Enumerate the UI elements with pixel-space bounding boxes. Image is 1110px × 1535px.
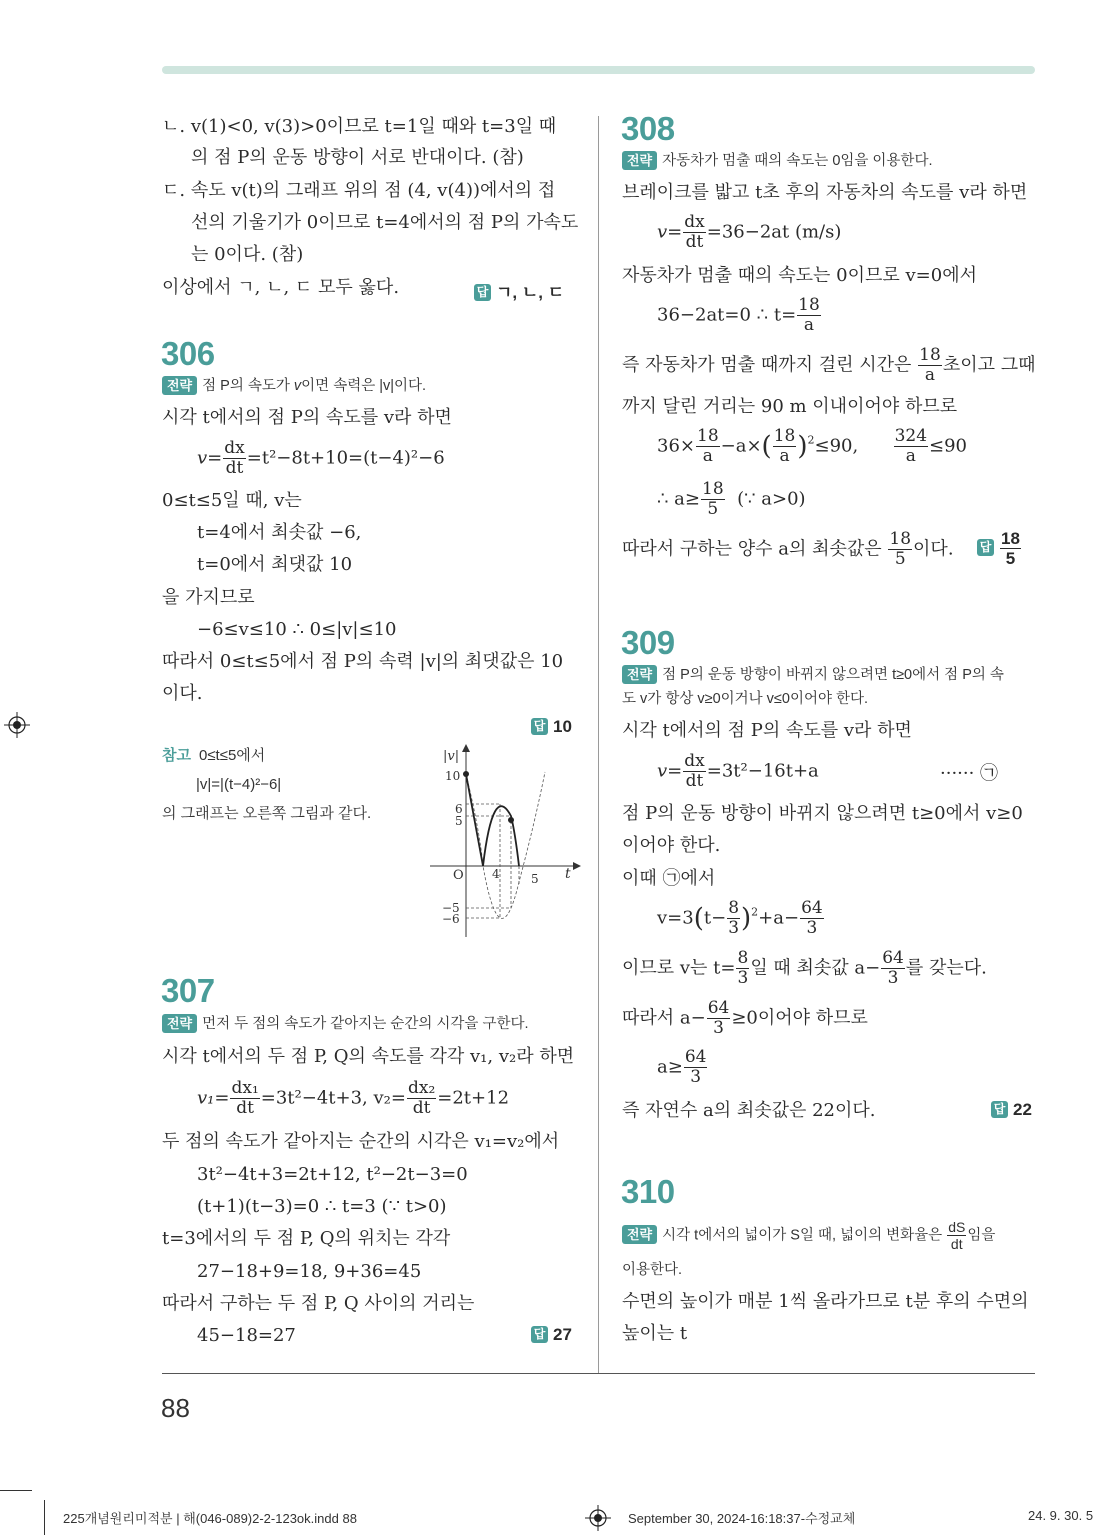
- answer-icon: 답: [474, 284, 491, 301]
- p307-line5: t=3에서의 두 점 P, Q의 위치는 각각: [162, 1228, 451, 1249]
- p305-line6: 이상에서 ㄱ, ㄴ, ㄷ 모두 옳다.: [162, 277, 400, 298]
- problem-number-307: 307: [161, 972, 215, 1009]
- p309-line7: 즉 자연수 a의 최솟값은 22이다.: [622, 1100, 876, 1121]
- problem-number-310: 310: [621, 1173, 675, 1210]
- p310-strategy-line1: 전략 시각 t에서의 넓이가 S일 때, 넓이의 변화율은 $\frac{dS}{dt}$ 임을: [622, 1220, 995, 1251]
- graph-tick-y-10: 10: [445, 769, 461, 783]
- answer-icon: 답: [531, 1326, 548, 1343]
- p310-line2: 높이는 t: [622, 1323, 688, 1344]
- p310-strategy-line2: 이용한다.: [622, 1262, 683, 1278]
- graph-xlabel: t: [565, 866, 571, 882]
- p310-line1: 수면의 높이가 매분 1씩 올라가므로 t분 후의 수면의: [622, 1291, 1029, 1312]
- p306-line2: 0≤t≤5일 때, v는: [162, 490, 302, 511]
- p309-eq2: v=3(t− $\frac{8}{3}$ )$^2$+a− $\frac{64}{3}$: [657, 898, 823, 938]
- p305-line2: 의 점 P의 운동 방향이 서로 반대이다. (참): [191, 147, 524, 168]
- p309-line2: 점 P의 운동 방향이 바뀌지 않으려면 t≥0에서 v≥0: [622, 803, 1023, 824]
- p308-eq4: ∴ a≥ $\frac{18}{5}$ (∵ a>0): [657, 479, 806, 519]
- bottom-rule: [162, 1373, 1035, 1374]
- p309-strategy-line1: 전략 점 P의 운동 방향이 바뀌지 않으려면 t≥0에서 점 P의 속: [622, 665, 1004, 685]
- strategy-tag: 전략: [162, 1014, 197, 1033]
- registration-mark-icon: [585, 1505, 611, 1531]
- strategy-tag: 전략: [622, 665, 657, 684]
- p305-answer: 답 ㄱ, ㄴ, ㄷ: [474, 278, 564, 303]
- p306-line5: 을 가지므로: [162, 587, 255, 608]
- page-number: 88: [161, 1393, 190, 1423]
- p305-line5: 는 0이다. (참): [191, 244, 304, 265]
- p307-line7: 따라서 구하는 두 점 P, Q 사이의 거리는: [162, 1293, 475, 1314]
- graph-origin: O: [453, 868, 464, 883]
- p307-line6: 27−18+9=18, 9+36=45: [197, 1261, 422, 1282]
- p308-strategy: 전략 자동차가 멈출 때의 속도는 0임을 이용한다.: [622, 151, 932, 171]
- p309-line6: 따라서 a− $\frac{64}{3}$ ≥0이어야 하므로: [622, 998, 868, 1038]
- p306-strategy: 전략 점 P의 속도가 v이면 속력은 |v|이다.: [162, 376, 426, 396]
- x-axis-arrow: [573, 862, 581, 870]
- p307-line4: (t+1)(t−3)=0 ∴ t=3 (∵ t>0): [197, 1196, 447, 1217]
- y-axis-arrow: [462, 744, 470, 752]
- p309-answer: 답 22: [991, 1100, 1032, 1120]
- graph-tick-y-neg6: −6: [442, 912, 460, 926]
- problem-number-308: 308: [621, 110, 675, 147]
- p306-line3: t=4에서 최솟값 −6,: [197, 522, 362, 543]
- footer-filename: 225개념원리미적분 | 해(046-089)2-2-123ok.indd 88: [63, 1511, 357, 1526]
- strategy-tag: 전략: [162, 376, 197, 395]
- p306-eq1: v= $\frac{dx}{dt}$ =t²−8t+10=(t−4)²−6: [197, 438, 445, 478]
- graph-tick-y-neg5: −5: [442, 901, 460, 915]
- graph-tick-x-4: 4: [492, 867, 500, 881]
- p309-line5: 이므로 v는 t= $\frac{8}{3}$ 일 때 최솟값 a− $\frac{64}{3}$ 를 갖는다.: [622, 948, 987, 988]
- p306-note1: 참고 0≤t≤5에서: [162, 747, 266, 764]
- p306-answer: 답 10: [531, 717, 572, 737]
- p308-eq2: 36−2at=0 ∴ t= $\frac{18}{a}$: [657, 295, 820, 335]
- problem-number-309: 309: [621, 624, 675, 661]
- answer-icon: 답: [991, 1101, 1008, 1118]
- p306-line8: 이다.: [162, 683, 203, 704]
- p309-line1: 시각 t에서의 점 P의 속도를 v라 하면: [622, 720, 912, 741]
- graph-start-point: [463, 771, 469, 777]
- graph-tick-y-5: 5: [455, 814, 463, 828]
- p307-line8: 45−18=27: [197, 1325, 296, 1346]
- p308-eq3: 36× $\frac{18}{a}$ −a×( $\frac{18}{a}$ )$^2$≤90, $\frac{324}{a}$ ≤90: [657, 426, 968, 466]
- p308-line4: 까지 달린 거리는 90 m 이내이어야 하므로: [622, 396, 958, 417]
- graph-end-point: [508, 817, 514, 823]
- p306-line1: 시각 t에서의 점 P의 속도를 v라 하면: [162, 407, 452, 428]
- p306-line6: −6≤v≤10 ∴ 0≤|v|≤10: [197, 619, 397, 640]
- column-divider: [598, 116, 599, 1374]
- footer-timestamp: September 30, 2024-16:18:37-수정교체: [628, 1511, 856, 1526]
- answer-icon: 답: [977, 539, 994, 556]
- p306-note3: 의 그래프는 오른쪽 그림과 같다.: [162, 805, 372, 822]
- p309-line4: 이때 ㉠에서: [622, 868, 716, 889]
- p309-line3: 이어야 한다.: [622, 835, 721, 856]
- p305-line4: 선의 기울기가 0이므로 t=4에서의 점 P의 가속도: [191, 212, 579, 233]
- p308-line1: 브레이크를 밟고 t초 후의 자동차의 속도를 v라 하면: [622, 182, 1028, 203]
- answer-icon: 답: [531, 718, 548, 735]
- p308-answer: 답 $\frac{18}{5}$: [977, 530, 1022, 567]
- crop-mark: [44, 1500, 45, 1535]
- p308-line2: 자동차가 멈출 때의 속도는 0이므로 v=0에서: [622, 265, 977, 286]
- p308-line3: 즉 자동차가 멈출 때까지 걸린 시간은 $\frac{18}{a}$ 초이고 그때: [622, 345, 1036, 385]
- crop-mark: [0, 1490, 32, 1491]
- strategy-tag: 전략: [622, 1225, 657, 1244]
- graph-tick-x-5: 5: [531, 872, 539, 886]
- strategy-tag: 전략: [622, 151, 657, 170]
- p309-strategy-line2: 도 v가 항상 v≥0이거나 v≤0이어야 한다.: [622, 691, 869, 707]
- abs-velocity-graph: [425, 742, 585, 942]
- p308-line5: 따라서 구하는 양수 a의 최솟값은 $\frac{18}{5}$ 이다.: [622, 529, 954, 569]
- graph-ylabel: |v|: [443, 749, 460, 764]
- graph-tick-y-6: 6: [455, 802, 463, 816]
- p305-line3: ㄷ. 속도 v(t)의 그래프 위의 점 (4, v(4))에서의 접: [162, 180, 556, 201]
- p305-line1: ㄴ. v(1)<0, v(3)>0이므로 t=1일 때와 t=3일 때: [162, 116, 557, 137]
- p307-strategy: 전략 먼저 두 점의 속도가 같아지는 순간의 시각을 구한다.: [162, 1014, 529, 1034]
- top-accent-bar: [162, 66, 1035, 74]
- p307-line2: 두 점의 속도가 같아지는 순간의 시각은 v₁=v₂에서: [162, 1131, 560, 1152]
- p307-eq1: v₁= $\frac{\text{dx₁}}{dt}$ =3t²−4t+3, v₂= $\frac{\text{dx₂}}{dt}$ =2t+12: [197, 1078, 510, 1118]
- registration-mark-icon: [4, 712, 30, 738]
- p306-note2: |v|=|(t−4)²−6|: [196, 776, 282, 793]
- p309-eq1: v= $\frac{dx}{dt}$ =3t²−16t+a: [657, 751, 819, 791]
- problem-number-306: 306: [161, 335, 215, 372]
- p308-eq1: v= $\frac{dx}{dt}$ =36−2at (m/s): [657, 212, 842, 252]
- p307-line1: 시각 t에서의 두 점 P, Q의 속도를 각각 v₁, v₂라 하면: [162, 1046, 575, 1067]
- p306-line7: 따라서 0≤t≤5에서 점 P의 속력 |v|의 최댓값은 10: [162, 651, 564, 672]
- p306-line4: t=0에서 최댓값 10: [197, 554, 353, 575]
- p307-answer: 답 27: [531, 1325, 572, 1345]
- p309-eq3: a≥ $\frac{64}{3}$: [657, 1047, 707, 1087]
- p307-line3: 3t²−4t+3=2t+12, t²−2t−3=0: [197, 1164, 468, 1185]
- footer-date: 24. 9. 30. 5: [1028, 1508, 1094, 1523]
- p309-eq1-marker: ······ ㉠: [940, 763, 999, 784]
